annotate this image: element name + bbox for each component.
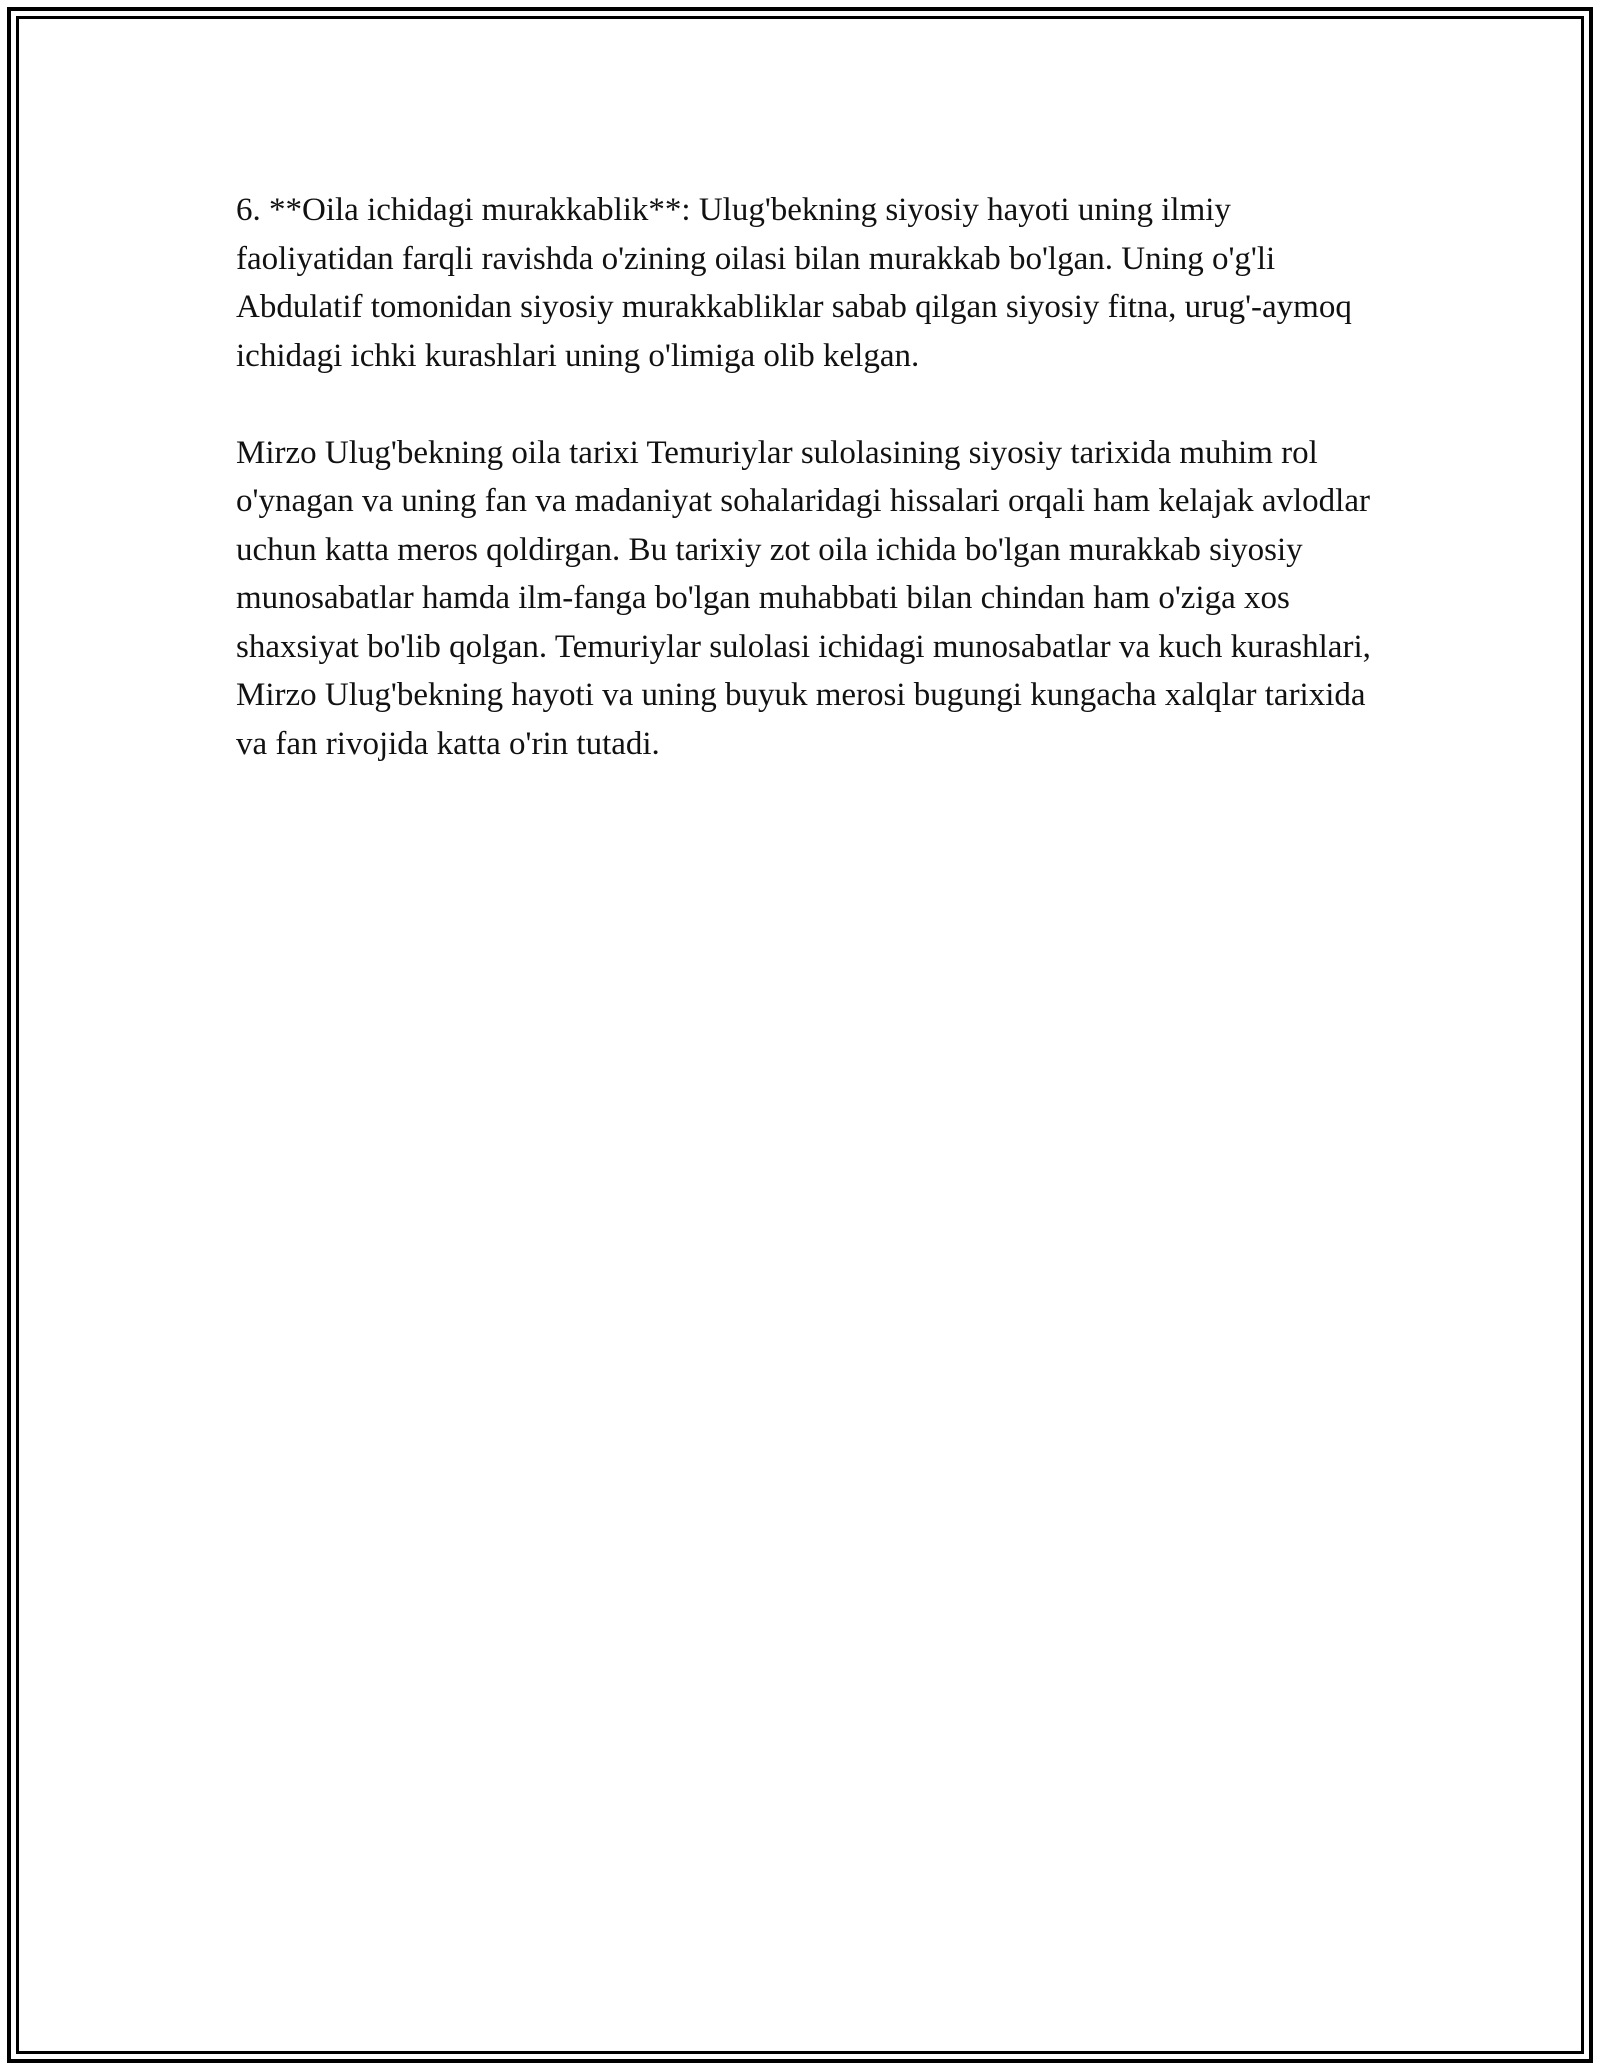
paragraph-family-complexity: 6. **Oila ichidagi murakkablik**: Ulug'bekning siyosiy hayoti uning ilmiy faoliyatidan farqli ravishda o'zining oilasi bilan murakkab bo'lgan. Uning o'g'li Abdulatif tomonidan siyosiy murakkabliklar sabab qilgan siyosiy fitna, urug'-aymoq ichidagi ichki kurashlari uning o'limiga olib kelgan.	[236, 192, 1352, 374]
paragraph-conclusion: Mirzo Ulug'bekning oila tarixi Temuriylar sulolasining siyosiy tarixida muhim rol o'ynagan va uning fan va madaniyat sohalaridagi hissalari orqali ham kelajak avlodlar uchun katta meros qoldirgan. Bu tarixiy zot oila ichida bo'lgan murakkab siyosiy munosabatlar hamda ilm-fanga bo'lgan muhabbati bilan chindan ham o'ziga xos shaxsiyat bo'lib qolgan. Temuriylar sulolasi ichidagi munosabatlar va kuch kurashlari, Mirzo Ulug'bekning hayoti va uning buyuk merosi bugungi kungacha xalqlar tarixida va fan rivojida katta o'rin tutadi.	[236, 434, 1371, 762]
document-body	[236, 186, 1376, 768]
